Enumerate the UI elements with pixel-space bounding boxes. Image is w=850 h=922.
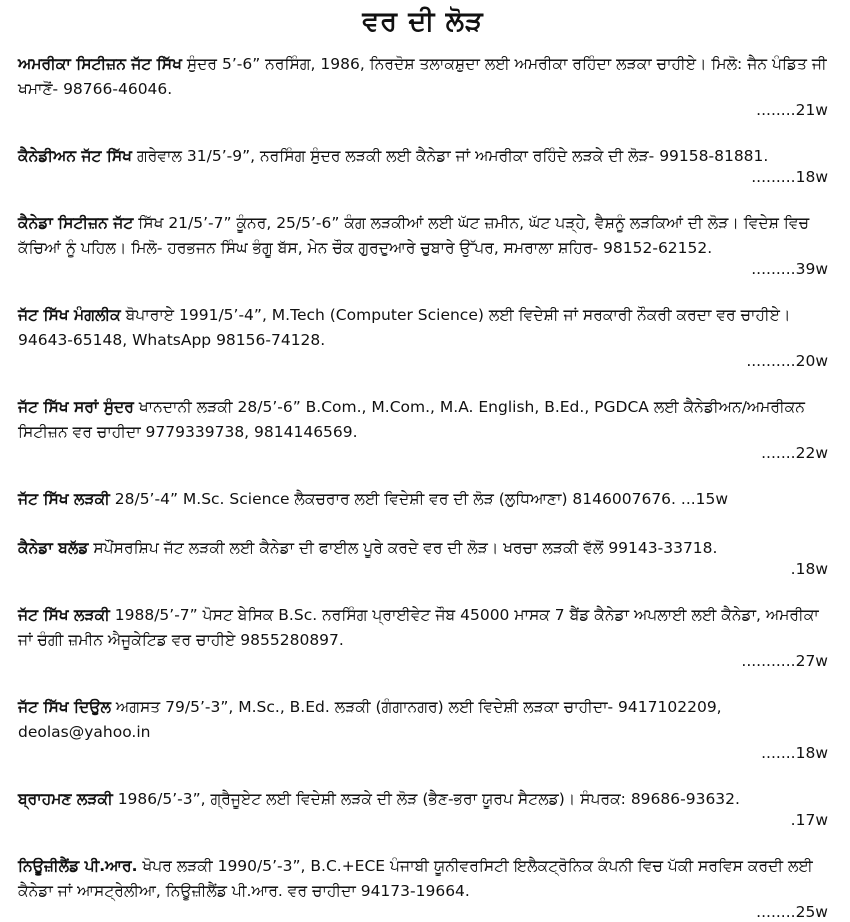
- ad-lead: ਜੱਟ ਸਿੱਖ ਸਰਾਂ ਸੁੰਦਰ: [18, 398, 134, 416]
- ad-code: ........21w: [756, 101, 828, 119]
- ad-lead: ਕੈਨੇਡਾ ਸਿਟੀਜ਼ਨ ਜੱਟ: [18, 214, 134, 232]
- ad-lead: ਕੈਨੇਡੀਅਨ ਜੱਟ ਸਿੱਖ: [18, 147, 133, 165]
- ad-6: [18, 487, 828, 512]
- page-title: ਵਰ ਦੀ ਲੋੜ: [362, 6, 484, 37]
- ad-text: ਖੋਪਰ ਲੜਕੀ 1990/5’-3”, B.C.+ECE ਪੰਜਾਬੀ ਯੂਨੀਵਰਸਿਟੀ ਇਲੈਕਟ੍ਰੋਨਿਕ ਕੰਪਨੀ ਵਿਚ ਪੱਕੀ ਸਰਵਿਸ ਕਰਦੀ ਲਈ ਕੈਨੇਡਾ ਜਾਂ ਆਸਟ੍ਰੇਲੀਆ, ਨਿਊਜ਼ੀਲੈਂਡ ਪੀ.ਆਰ. ਵਰ ਚਾਹੀਦਾ 94173-19664.: [18, 857, 813, 900]
- ad-10: [18, 787, 828, 830]
- ad-9: [18, 695, 828, 763]
- ad-lead: ਜੱਟ ਸਿੱਖ ਮੰਗਲੀਕ: [18, 306, 121, 324]
- ad-text: 1986/5’-3”, ਗ੍ਰੈਜੂਏਟ ਲਈ ਵਿਦੇਸ਼ੀ ਲੜਕੇ ਦੀ ਲੋੜ (ਭੈਣ-ਭਰਾ ਯੂਰਪ ਸੈਟਲਡ)। ਸੰਪਰਕ: 89686-93632.: [112, 790, 740, 808]
- ad-text: ਸੁੰਦਰ 5’-6” ਨਰਸਿੰਗ, 1986, ਨਿਰਦੋਸ਼ ਤਲਾਕਸ਼ੁਦਾ ਲਈ ਅਮਰੀਕਾ ਰਹਿੰਦਾ ਲੜਕਾ ਚਾਹੀਏ। ਮਿਲੋ: ਜੈਨ ਪੰਡਿਤ ਜੀ ਖਮਾਣੋਂ- 98766-46046.: [18, 55, 827, 98]
- ad-lead: ਅਮਰੀਕਾ ਸਿਟੀਜ਼ਨ ਜੱਟ ਸਿੱਖ: [18, 55, 182, 73]
- ad-lead: ਨਿਊਜ਼ੀਲੈਂਡ ਪੀ.ਆਰ.: [18, 857, 138, 875]
- ad-code: .......18w: [761, 744, 828, 762]
- ad-code: ...........27w: [741, 652, 828, 670]
- ad-lead: ਜੱਟ ਸਿੱਖ ਲੜਕੀ: [18, 490, 110, 508]
- ad-2: [18, 144, 828, 187]
- ad-8: [18, 603, 828, 671]
- ad-text: ਸਪੌਂਸਰਸ਼ਿਪ ਜੱਟ ਲੜਕੀ ਲਈ ਕੈਨੇਡਾ ਦੀ ਫਾਈਲ ਪੂਰੇ ਕਰਦੇ ਵਰ ਦੀ ਲੋੜ। ਖਰਚਾ ਲੜਕੀ ਵੱਲੋਂ 99143-33718.: [88, 539, 718, 557]
- ad-5: [18, 395, 828, 463]
- ad-4: [18, 303, 828, 371]
- ad-3: [18, 211, 828, 279]
- ad-7: [18, 536, 828, 579]
- ad-lead: ਜੱਟ ਸਿੱਖ ਦਿਉਲ: [18, 698, 111, 716]
- ad-11: [18, 854, 828, 922]
- ad-code: ........25w: [756, 903, 828, 921]
- ad-text: ਅਗਸਤ 79/5’-3”, M.Sc., B.Ed. ਲੜਕੀ (ਗੰਗਾਨਗਰ) ਲਈ ਵਿਦੇਸ਼ੀ ਲੜਕਾ ਚਾਹੀਦਾ- 9417102209, deolas@yahoo.in: [18, 698, 722, 741]
- ad-code: .........18w: [751, 168, 828, 186]
- ad-lead: ਕੈਨੇਡਾ ਬਲੱਡ: [18, 539, 89, 557]
- ad-lead: ਜੱਟ ਸਿੱਖ ਲੜਕੀ: [18, 606, 110, 624]
- ad-text: ਬੋਪਾਰਾਏ 1991/5’-4”, M.Tech (Computer Science) ਲਈ ਵਿਦੇਸ਼ੀ ਜਾਂ ਸਰਕਾਰੀ ਨੌਕਰੀ ਕਰਦਾ ਵਰ ਚਾਹੀਏ। 94643-65148, WhatsApp 98156-74128.: [18, 306, 791, 349]
- ad-text: ਗਰੇਵਾਲ 31/5’-9”, ਨਰਸਿੰਗ ਸੁੰਦਰ ਲੜਕੀ ਲਈ ਕੈਨੇਡਾ ਜਾਂ ਅਮਰੀਕਾ ਰਹਿੰਦੇ ਲੜਕੇ ਦੀ ਲੋੜ- 99158-81881.: [132, 147, 769, 165]
- ad-code: .17w: [790, 811, 828, 829]
- ad-code: .........39w: [751, 260, 828, 278]
- ad-1: [18, 52, 828, 120]
- ad-text: 28/5’-4” M.Sc. Science ਲੈਕਚਰਾਰ ਲਈ ਵਿਦੇਸ਼ੀ ਵਰ ਦੀ ਲੋੜ (ਲੁਧਿਆਣਾ) 8146007676. ...15w: [109, 490, 729, 508]
- ad-code: ..........20w: [746, 352, 828, 370]
- ad-lead: ਬ੍ਰਾਹਮਣ ਲੜਕੀ: [18, 790, 113, 808]
- ad-text: ਸਿੱਖ 21/5’-7” ਕੂੰਨਰ, 25/5’-6” ਕੰਗ ਲੜਕੀਆਂ ਲਈ ਘੱਟ ਜ਼ਮੀਨ, ਘੱਟ ਪੜ੍ਹੇ, ਵੈਸ਼ਨੂੰ ਲੜਕਿਆਂ ਦੀ ਲੋੜ। ਵਿਦੇਸ਼ ਵਿਚ ਕੱਚਿਆਂ ਨੂੰ ਪਹਿਲ। ਮਿਲੋ- ਹਰਭਜਨ ਸਿੰਘ ਭੰਗੂ ਬੱਸ, ਮੇਨ ਚੌਕ ਗੁਰਦੁਆਰੇ ਚੁਬਾਰੇ ਉੱਪਰ, ਸਮਰਾਲਾ ਸ਼ਹਿਰ- 98152-62152.: [18, 214, 810, 257]
- ad-code: .......22w: [761, 444, 828, 462]
- ad-code: .18w: [790, 560, 828, 578]
- ad-text: 1988/5’-7” ਪੋਸਟ ਬੇਸਿਕ B.Sc. ਨਰਸਿੰਗ ਪ੍ਰਾਈਵੇਟ ਜੌਬ 45000 ਮਾਸਕ 7 ਬੈਂਡ ਕੈਨੇਡਾ ਅਪਲਾਈ ਲਈ ਕੈਨੇਡਾ, ਅਮਰੀਕਾ ਜਾਂ ਚੰਗੀ ਜ਼ਮੀਨ ਐਜੂਕੇਟਿਡ ਵਰ ਚਾਹੀਏ 9855280897.: [18, 606, 819, 649]
- ad-text: ਖਾਨਦਾਨੀ ਲੜਕੀ 28/5’-6” B.Com., M.Com., M.A. English, B.Ed., PGDCA ਲਈ ਕੈਨੇਡੀਅਨ/ਅਮਰੀਕਨ ਸਿਟੀਜ਼ਨ ਵਰ ਚਾਹੀਦਾ 9779339738, 9814146569.: [18, 398, 805, 441]
